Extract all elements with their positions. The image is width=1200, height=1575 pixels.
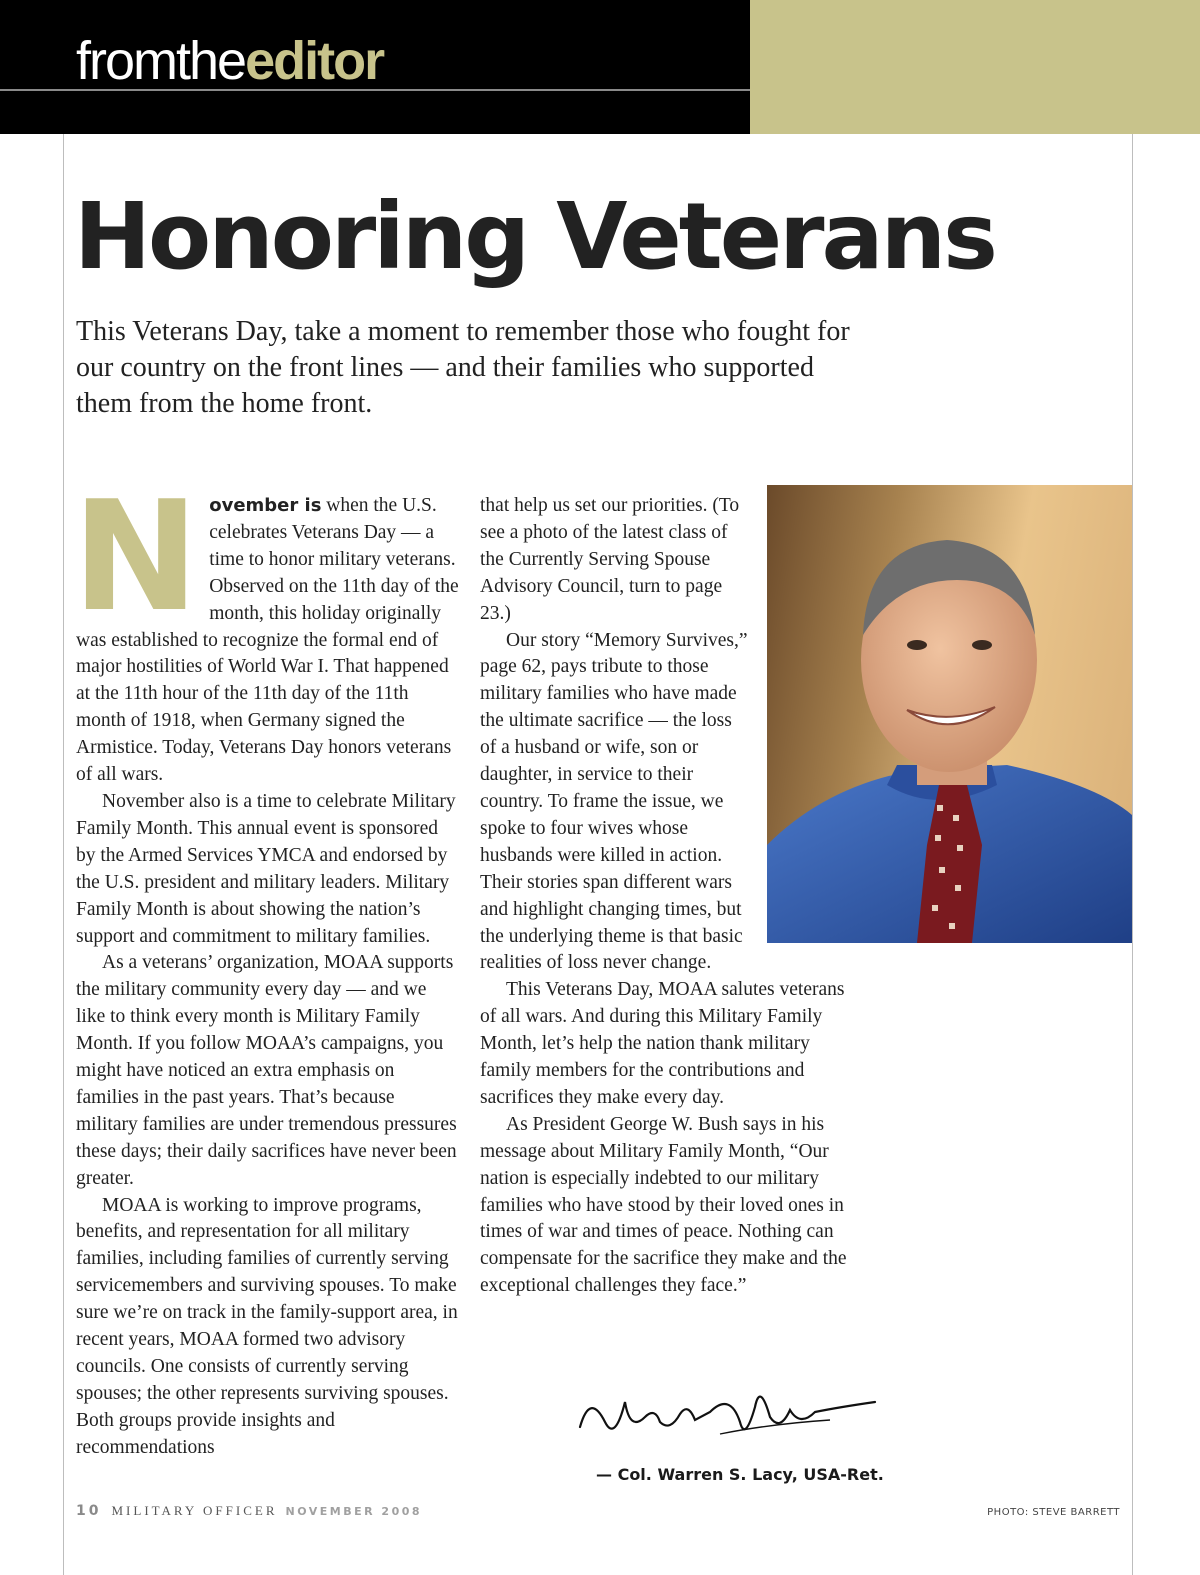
page-frame-left (63, 134, 64, 1575)
drop-cap: N (72, 468, 196, 645)
editor-photo (767, 485, 1132, 943)
paragraph-3: As a veterans’ organization, MOAA supports the military community every day — and we like to think every month is Military Family Month. If you follow MOAA’s campaigns, you might have noticed an extra emphasis on families in the past years. That’s because military families are under tremendous pressures these days; their daily sacrifices have never been greater. (76, 952, 457, 1189)
page-footer (76, 1503, 422, 1519)
column-2-wrap-region (480, 493, 750, 977)
header-accent-block (750, 0, 1200, 134)
article-deck: This Veterans Day, take a moment to remember those who fought for our country on the front lines — and their families who supported them from the home front. (76, 316, 850, 419)
issue-date: NOVEMBER 2008 (285, 1505, 423, 1518)
article-headline: Honoring Veterans (74, 183, 995, 290)
paragraph-2: November also is a time to celebrate Military Family Month. This annual event is sponsored by the Armed Services YMCA and endorsed by the U.S. president and military leaders. Military Family Month is about showing the nation’s support and commitment to military families. (76, 790, 456, 947)
paragraph-6: Our story “Memory Survives,” page 62, pays tribute to those military families who have made the ultimate sacrifice — the loss of a husband or wife, son or daughter, in service to their country. To frame the issue, we spoke to four wives whose husbands were killed in action. Their stories span different wars and highlight changing times, but the underlying theme is that basic realities of loss never change. (480, 629, 748, 974)
paragraph-1-text: when the U.S. celebrates Veterans Day — a time to honor military veterans. Observed on the 11th day of the month, this holiday originally was established to recognize the formal end of major hostilities of World War I. That happened at the 11th hour of the 11th day of the 11th month of 1918, when Germany signed the Armistice. Today, Veterans Day honors veterans of all wars. (76, 495, 459, 786)
section-label-light: fromthe (76, 31, 246, 91)
signature (570, 1372, 880, 1462)
paragraph-4: MOAA is working to improve programs, benefits, and representation for all military families, including families of currently serving servicemembers and surviving spouses. To make sure we’re on track in the family-support area, in recent years, MOAA formed two advisory councils. One consists of currently serving spouses; the other represents surviving spouses. Both groups provide insights and recommendations (76, 1194, 458, 1458)
page-number: 10 (76, 1503, 102, 1519)
photo-credit: PHOTO: STEVE BARRETT (987, 1507, 1120, 1518)
paragraph-5: that help us set our priorities. (To see a photo of the latest class of the Currently Serving Spouse Advisory Council, turn to page 23.) (480, 495, 740, 624)
magazine-name: MILITARY OFFICER (111, 1503, 278, 1518)
paragraph-1 (72, 468, 460, 789)
paragraph-7: This Veterans Day, MOAA salutes veterans of all wars. And during this Military Family Month, let’s help the nation thank military family members for the contributions and sacrifices they make every day. (480, 979, 845, 1108)
article-column-1 (72, 468, 460, 1462)
paragraph-8: As President George W. Bush says in his message about Military Family Month, “Our nation is especially indebted to our military families who have stood by their loved ones in times of war and times of peace. Nothing can compensate for the sacrifice they make and the exceptional challenges they face.” (480, 1113, 847, 1297)
editor-portrait-illustration (767, 485, 1132, 943)
byline: — Col. Warren S. Lacy, USA-Ret. (596, 1465, 884, 1484)
lead-in: ovember is (209, 495, 322, 516)
section-label-bold: editor (245, 31, 384, 91)
section-label (76, 30, 383, 92)
page-frame-right (1132, 134, 1133, 1575)
